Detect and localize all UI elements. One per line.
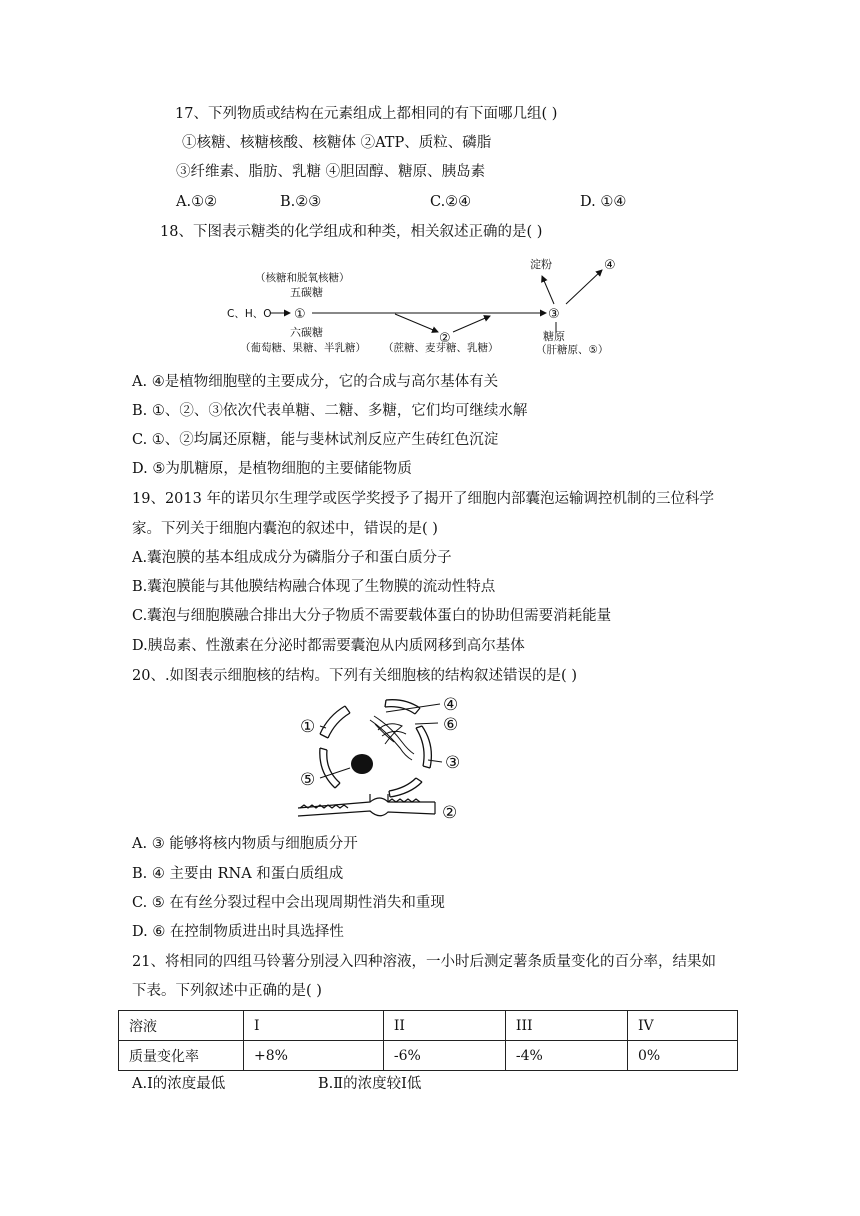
table-cell: 0% <box>627 1041 737 1071</box>
table-cell: III <box>505 1011 627 1041</box>
table-cell: -4% <box>505 1041 627 1071</box>
endoplasmic-reticulum <box>298 794 435 816</box>
q20-option-c: C. ⑤ 在有丝分裂过程中会出现周期性消失和重现 <box>132 895 445 911</box>
sugar-classification-diagram <box>220 250 650 360</box>
disaccharide-examples-label: （蔗糖、麦芽糖、乳糖） <box>383 342 499 354</box>
table-cell: IV <box>627 1011 737 1041</box>
table-cell: I <box>244 1011 384 1041</box>
glycogen-examples-label: （肝糖原、⑤） <box>536 344 609 356</box>
q19-option-a: A.囊泡膜的基本组成成分为磷脂分子和蛋白质分子 <box>132 550 452 566</box>
label-5: ⑤ <box>300 770 316 790</box>
q19-stem-line-1: 19、2013 年的诺贝尔生理学或医学奖授予了揭开了细胞内部囊泡运输调控机制的三位科学 <box>132 491 714 507</box>
node-3: ③ <box>548 307 560 322</box>
q19-option-c: C.囊泡与细胞膜融合排出大分子物质不需要载体蛋白的协助但需要消耗能量 <box>132 608 612 624</box>
q17-choice-d: D. ①④ <box>580 194 627 210</box>
hexose-examples-label: （葡萄糖、果糖、半乳糖） <box>240 342 366 354</box>
table-cell: 质量变化率 <box>119 1041 244 1071</box>
to-disaccharide-arrow <box>395 314 438 332</box>
results-table <box>118 1010 738 1071</box>
from-disaccharide-arrow <box>453 316 490 332</box>
table-cell: II <box>383 1011 505 1041</box>
node-4: ④ <box>604 258 616 273</box>
nucleolus <box>351 754 373 774</box>
q17-stem: 17、下列物质或结构在元素组成上都相同的有下面哪几组( ) <box>175 106 558 122</box>
glycogen-label: 糖原 <box>543 330 565 343</box>
leader-lines <box>320 704 442 778</box>
q20-option-b: B. ④ 主要由 RNA 和蛋白质组成 <box>132 866 344 882</box>
node-1: ① <box>294 307 306 322</box>
pentose-examples-label: （核糖和脱氧核糖） <box>255 272 350 284</box>
q17-choice-a: A.①② <box>176 194 218 210</box>
q18-option-a: A. ④是植物细胞壁的主要成分，它的合成与高尔基体有关 <box>132 374 499 390</box>
q17-option-line-1: ①核糖、核糖核酸、核糖体 ②ATP、质粒、磷脂 <box>182 135 492 151</box>
q17-choice-b: B.②③ <box>280 194 322 210</box>
table-cell: 溶液 <box>119 1011 244 1041</box>
q17-option-line-2: ③纤维素、脂肪、乳糖 ④胆固醇、糖原、胰岛素 <box>176 164 486 180</box>
q21-option-a: A.Ⅰ的浓度最低 <box>132 1076 226 1092</box>
label-6: ⑥ <box>443 715 459 735</box>
label-1: ① <box>300 717 316 737</box>
elements-label: C、H、O <box>227 308 272 320</box>
cell-nucleus-diagram <box>290 690 480 822</box>
chromatin <box>370 716 414 760</box>
q18-stem: 18、下图表示糖类的化学组成和种类，相关叙述正确的是( ) <box>160 224 543 240</box>
table-header-row <box>119 1011 738 1041</box>
pentose-label: 五碳糖 <box>290 286 323 299</box>
q21-stem-line-2: 下表。下列叙述中正确的是( ) <box>132 983 322 999</box>
q18-option-c: C. ①、②均属还原糖，能与斐林试剂反应产生砖红色沉淀 <box>132 432 499 448</box>
table-row <box>119 1041 738 1071</box>
label-2: ② <box>442 803 458 822</box>
hexose-label: 六碳糖 <box>290 326 323 339</box>
q20-option-d: D. ⑥ 在控制物质进出时具选择性 <box>132 924 344 940</box>
to-starch-arrow <box>542 276 554 304</box>
starch-label: 淀粉 <box>530 258 552 271</box>
to-node-4-arrow <box>566 270 602 304</box>
table-cell: -6% <box>383 1041 505 1071</box>
q18-option-b: B. ①、②、③依次代表单糖、二糖、多糖，它们均可继续水解 <box>132 403 528 419</box>
q20-option-a: A. ③ 能够将核内物质与细胞质分开 <box>132 836 358 852</box>
q19-option-d: D.胰岛素、性激素在分泌时都需要囊泡从内质网移到高尔基体 <box>132 638 525 654</box>
label-3: ③ <box>445 753 461 773</box>
node-2: ② <box>439 331 451 346</box>
q19-option-b: B.囊泡膜能与其他膜结构融合体现了生物膜的流动性特点 <box>132 579 496 595</box>
label-4: ④ <box>443 695 459 715</box>
table-cell: +8% <box>244 1041 384 1071</box>
q18-option-d: D. ⑤为肌糖原，是植物细胞的主要储能物质 <box>132 461 412 477</box>
q21-option-b: B.Ⅱ的浓度较Ⅰ低 <box>318 1076 422 1092</box>
q17-choice-c: C.②④ <box>430 194 472 210</box>
q20-stem: 20、.如图表示细胞核的结构。下列有关细胞核的结构叙述错误的是( ) <box>132 668 577 684</box>
q19-stem-line-2: 家。下列关于细胞内囊泡的叙述中，错误的是( ) <box>132 521 438 537</box>
nuclear-envelope <box>320 700 432 797</box>
q21-stem-line-1: 21、将相同的四组马铃薯分别浸入四种溶液，一小时后测定薯条质量变化的百分率，结果如 <box>132 954 716 970</box>
